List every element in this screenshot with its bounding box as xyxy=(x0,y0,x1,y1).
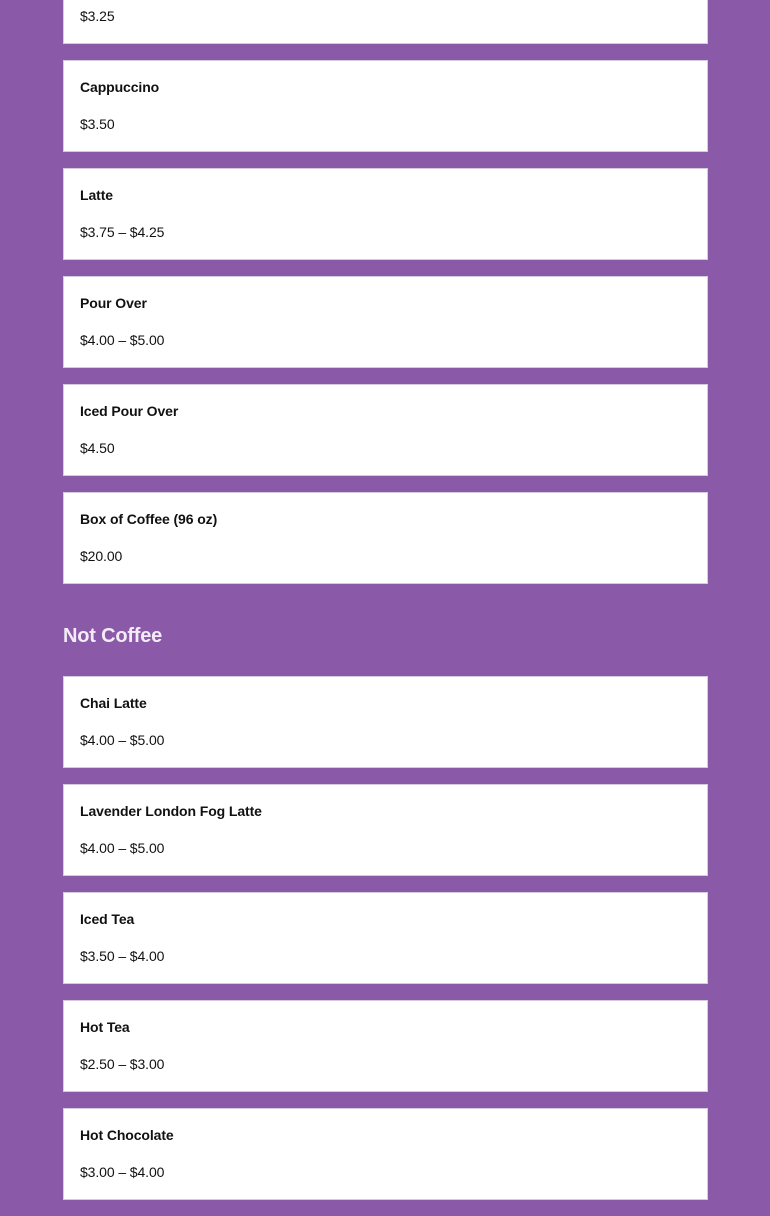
item-price: $4.00 – $5.00 xyxy=(80,840,165,856)
menu-item-hot-tea[interactable] xyxy=(63,1000,708,1092)
menu-item-pour-over[interactable] xyxy=(63,276,708,368)
item-price: $3.75 – $4.25 xyxy=(80,224,165,240)
menu-item-box-of-coffee[interactable] xyxy=(63,492,708,584)
menu-item-latte[interactable] xyxy=(63,168,708,260)
item-price: $3.00 – $4.00 xyxy=(80,1164,165,1180)
menu-list xyxy=(63,0,708,1216)
menu-item-iced-tea[interactable] xyxy=(63,892,708,984)
menu-item-iced-pour-over[interactable] xyxy=(63,384,708,476)
item-name: Hot Chocolate xyxy=(80,1127,174,1143)
item-price: $3.50 xyxy=(80,116,115,132)
item-name: Pour Over xyxy=(80,295,147,311)
item-price: $2.50 – $3.00 xyxy=(80,1056,165,1072)
item-name: Latte xyxy=(80,187,113,203)
section-title: Not Coffee xyxy=(63,625,163,647)
menu-item-cortado[interactable] xyxy=(63,0,708,44)
item-price: $20.00 xyxy=(80,548,123,564)
menu-item-chai-latte[interactable] xyxy=(63,676,708,768)
section-heading-not-coffee xyxy=(63,600,708,676)
item-price: $3.50 – $4.00 xyxy=(80,948,165,964)
menu-item-cappuccino[interactable] xyxy=(63,60,708,152)
menu-item-hot-chocolate[interactable] xyxy=(63,1108,708,1200)
item-price: $4.00 – $5.00 xyxy=(80,332,165,348)
item-name: Cappuccino xyxy=(80,79,160,95)
item-name: Iced Tea xyxy=(80,911,135,927)
item-price: $3.25 xyxy=(80,8,115,24)
item-name: Chai Latte xyxy=(80,695,147,711)
item-price: $4.00 – $5.00 xyxy=(80,732,165,748)
item-name: Box of Coffee (96 oz) xyxy=(80,511,218,527)
menu-item-lavender-london-fog-latte[interactable] xyxy=(63,784,708,876)
item-name: Iced Pour Over xyxy=(80,403,179,419)
item-price: $4.50 xyxy=(80,440,115,456)
item-name: Lavender London Fog Latte xyxy=(80,803,262,819)
item-name: Hot Tea xyxy=(80,1019,130,1035)
